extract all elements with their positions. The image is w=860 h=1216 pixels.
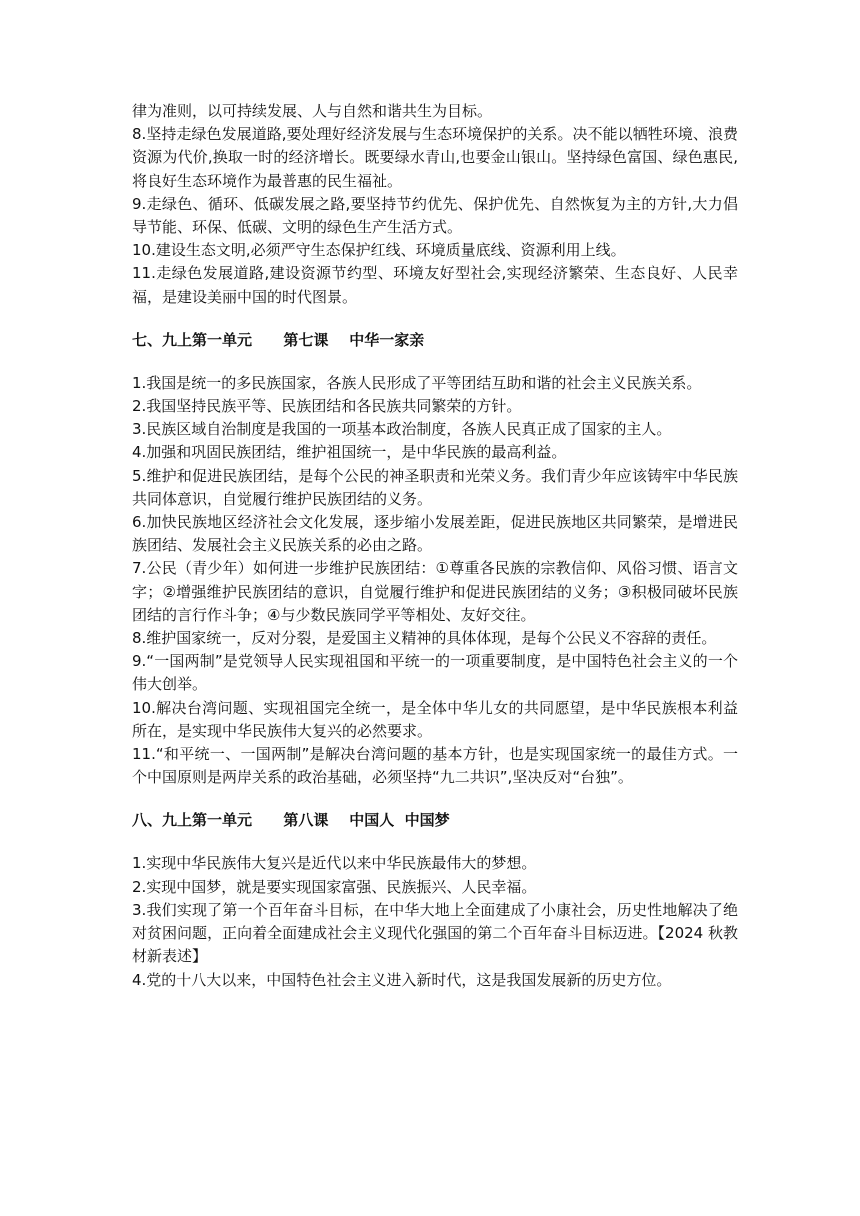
list-item: 1.实现中华民族伟大复兴是近代以来中华民族最伟大的梦想。	[132, 854, 537, 873]
list-item: 4.加强和巩固民族团结，维护祖国统一，是中华民族的最高利益。	[132, 443, 567, 462]
paragraph-continuation: 律为准则，以可持续发展、人与自然和谐共生为目标。	[132, 102, 493, 120]
list-item: 11.走绿色发展道路,建设资源节约型、环境友好型社会,实现经济繁荣、生态良好、人民幸福，是建设美丽中国的时代图景。	[132, 264, 738, 306]
list-item: 5.维护和促进民族团结，是每个公民的神圣职责和光荣义务。我们青少年应该铸牢中华民族共同体意识，自觉履行维护民族团结的义务。	[132, 466, 738, 508]
list-item: 8.坚持走绿色发展道路,要处理好经济发展与生态环境保护的关系。决不能以牺牲环境、浪费资源为代价,换取一时的经济增长。既要绿水青山,也要金山银山。坚持绿色富国、绿色惠民,将良好生态环境作为最普惠的民生福祉。	[132, 125, 738, 190]
list-item: 8.维护国家统一，反对分裂，是爱国主义精神的具体体现，是每个公民义不容辞的责任。	[132, 629, 717, 648]
list-item: 2.实现中国梦，就是要实现国家富强、民族振兴、人民幸福。	[132, 877, 537, 896]
list-item: 10.建设生态文明,必须严守生态保护红线、环境质量底线、资源利用上线。	[132, 241, 626, 260]
list-item: 3.民族区域自治制度是我国的一项基本政治制度，各族人民真正成了国家的主人。	[132, 420, 672, 439]
section-8	[132, 809, 738, 991]
list-item: 1.我国是统一的多民族国家，各族人民形成了平等团结互助和谐的社会主义民族关系。	[132, 373, 702, 392]
list-item: 3.我们实现了第一个百年奋斗目标，在中华大地上全面建成了小康社会，历史性地解决了绝对贫困问题，正向着全面建成社会主义现代化强国的第二个百年奋斗目标迈进。【2024 秋教材新表述】	[132, 900, 738, 966]
section-7	[132, 329, 738, 790]
section-7-heading: 七、九上第一单元 第七课 中华一家亲	[132, 330, 425, 349]
list-item: 9.“一国两制”是党领导人民实现祖国和平统一的一项重要制度，是中国特色社会主义的一个伟大创举。	[132, 652, 738, 694]
list-item: 6.加快民族地区经济社会文化发展，逐步缩小发展差距，促进民族地区共同繁荣，是增进民族团结、发展社会主义民族关系的必由之路。	[132, 513, 738, 555]
document-page	[132, 100, 738, 992]
list-item: 11.“和平统一、一国两制”是解决台湾问题的基本方针，也是实现国家统一的最佳方式。一个中国原则是两岸关系的政治基础，必须坚持“九二共识”,坚决反对“台独”。	[132, 745, 738, 787]
list-item: 9.走绿色、循环、低碳发展之路,要坚持节约优先、保护优先、自然恢复为主的方针,大力倡导节能、环保、低碳、文明的绿色生产生活方式。	[132, 194, 738, 237]
list-item: 10.解决台湾问题、实现祖国完全统一，是全体中华儿女的共同愿望，是中华民族根本利益所在，是实现中华民族伟大复兴的必然要求。	[132, 698, 738, 740]
list-item: 7.公民（青少年）如何进一步维护民族团结：①尊重各民族的宗教信仰、风俗习惯、语言文字；②增强维护民族团结的意识，自觉履行维护和促进民族团结的义务；③积极同破坏民族团结的言行作斗争；④与少数民族同学平等相处、友好交往。	[132, 559, 738, 624]
list-item: 2.我国坚持民族平等、民族团结和各民族共同繁荣的方针。	[132, 397, 522, 416]
section-8-heading: 八、九上第一单元 第八课 中国人 中国梦	[132, 811, 450, 830]
list-item: 4.党的十八大以来，中国特色社会主义进入新时代，这是我国发展新的历史方位。	[132, 970, 672, 989]
section-6-tail	[132, 100, 738, 309]
